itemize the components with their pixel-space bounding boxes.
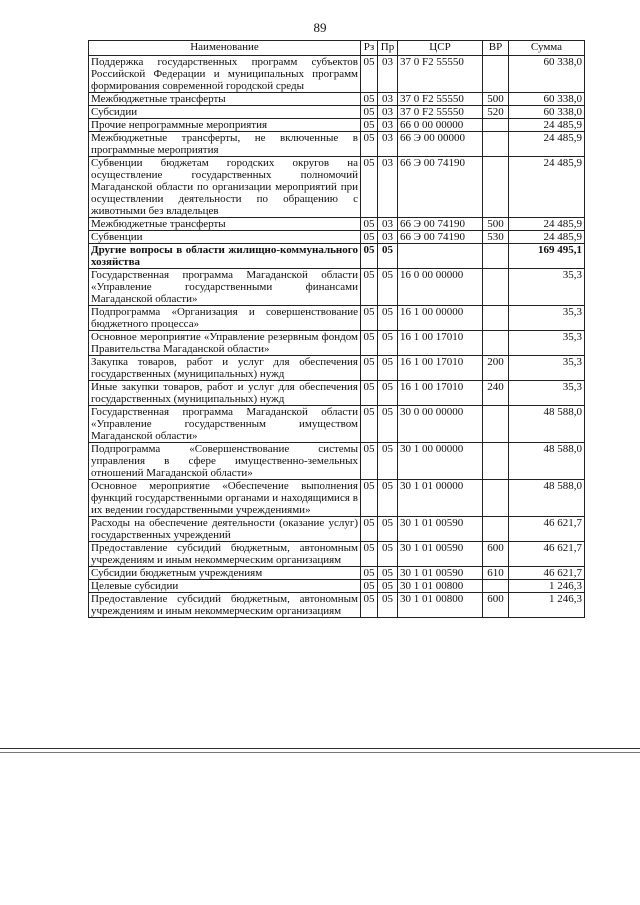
- cell-vr: 200: [483, 356, 509, 381]
- cell-sum: 24 485,9: [509, 157, 585, 218]
- page-number: 89: [313, 20, 327, 35]
- cell-vr: [483, 331, 509, 356]
- header-csr: ЦСР: [398, 41, 483, 56]
- cell-csr: 66 Э 00 74190: [398, 157, 483, 218]
- cell-vr: 500: [483, 218, 509, 231]
- cell-vr: 600: [483, 542, 509, 567]
- cell-vr: [483, 443, 509, 480]
- cell-name: Государственная программа Магаданской области «Управление государственными финансами Магаданской области»: [89, 269, 361, 306]
- cell-sum: 48 588,0: [509, 406, 585, 443]
- cell-pr: 05: [378, 406, 398, 443]
- cell-csr: 16 1 00 17010: [398, 356, 483, 381]
- cell-csr: 16 1 00 00000: [398, 306, 483, 331]
- table-row: [89, 93, 585, 106]
- cell-rz: 05: [361, 269, 378, 306]
- cell-csr: 37 0 F2 55550: [398, 106, 483, 119]
- cell-name: Другие вопросы в области жилищно-коммунального хозяйства: [89, 244, 361, 269]
- cell-vr: [483, 157, 509, 218]
- table-row: [89, 157, 585, 218]
- header-name: Наименование: [89, 41, 361, 56]
- cell-rz: 05: [361, 356, 378, 381]
- cell-sum: 60 338,0: [509, 56, 585, 93]
- header-rz: Рз: [361, 41, 378, 56]
- cell-csr: 66 Э 00 74190: [398, 231, 483, 244]
- cell-sum: 48 588,0: [509, 443, 585, 480]
- cell-csr: 37 0 F2 55550: [398, 93, 483, 106]
- cell-sum: 35,3: [509, 269, 585, 306]
- table-row: [89, 542, 585, 567]
- table-row: [89, 580, 585, 593]
- cell-sum: 1 246,3: [509, 593, 585, 618]
- cell-vr: [483, 132, 509, 157]
- table-row: [89, 356, 585, 381]
- cell-name: Субсидии: [89, 106, 361, 119]
- cell-pr: 05: [378, 269, 398, 306]
- cell-rz: 05: [361, 331, 378, 356]
- cell-sum: 46 621,7: [509, 542, 585, 567]
- table-body: [89, 56, 585, 618]
- header-pr: Пр: [378, 41, 398, 56]
- cell-csr: 30 1 01 00800: [398, 593, 483, 618]
- cell-rz: 05: [361, 218, 378, 231]
- cell-vr: 500: [483, 93, 509, 106]
- cell-sum: 24 485,9: [509, 231, 585, 244]
- cell-csr: 30 1 01 00800: [398, 580, 483, 593]
- cell-sum: 35,3: [509, 381, 585, 406]
- cell-pr: 05: [378, 306, 398, 331]
- cell-name: Межбюджетные трансферты: [89, 93, 361, 106]
- cell-csr: 30 1 01 00000: [398, 480, 483, 517]
- cell-pr: 03: [378, 106, 398, 119]
- cell-pr: 05: [378, 331, 398, 356]
- cell-pr: 05: [378, 517, 398, 542]
- cell-vr: [483, 580, 509, 593]
- cell-pr: 05: [378, 593, 398, 618]
- cell-rz: 05: [361, 443, 378, 480]
- cell-rz: 05: [361, 580, 378, 593]
- cell-csr: 16 0 00 00000: [398, 269, 483, 306]
- cell-name: Предоставление субсидий бюджетным, автономным учреждениям и иным некоммерческим организациям: [89, 593, 361, 618]
- cell-vr: [483, 56, 509, 93]
- bottom-divider-line: [0, 748, 640, 749]
- cell-sum: 35,3: [509, 356, 585, 381]
- cell-csr: 66 Э 00 00000: [398, 132, 483, 157]
- cell-csr: 30 1 01 00590: [398, 542, 483, 567]
- cell-sum: 24 485,9: [509, 218, 585, 231]
- cell-csr: 30 1 01 00590: [398, 517, 483, 542]
- cell-rz: 05: [361, 381, 378, 406]
- cell-sum: 35,3: [509, 331, 585, 356]
- cell-csr: 66 Э 00 74190: [398, 218, 483, 231]
- cell-rz: 05: [361, 567, 378, 580]
- cell-pr: 03: [378, 218, 398, 231]
- cell-rz: 05: [361, 56, 378, 93]
- table-row: [89, 306, 585, 331]
- cell-rz: 05: [361, 406, 378, 443]
- cell-name: Межбюджетные трансферты, не включенные в программные мероприятия: [89, 132, 361, 157]
- table-row: [89, 593, 585, 618]
- table-row: [89, 443, 585, 480]
- cell-sum: 24 485,9: [509, 119, 585, 132]
- cell-sum: 48 588,0: [509, 480, 585, 517]
- cell-name: Поддержка государственных программ субъектов Российской Федерации и муниципальных программ формирования современной городской среды: [89, 56, 361, 93]
- cell-sum: 35,3: [509, 306, 585, 331]
- table-row: [89, 480, 585, 517]
- cell-csr: 16 1 00 17010: [398, 381, 483, 406]
- cell-csr: [398, 244, 483, 269]
- cell-pr: 03: [378, 231, 398, 244]
- cell-rz: 05: [361, 106, 378, 119]
- cell-name: Подпрограмма «Организация и совершенствование бюджетного процесса»: [89, 306, 361, 331]
- cell-name: Основное мероприятие «Управление резервным фондом Правительства Магаданской области»: [89, 331, 361, 356]
- table-row: [89, 406, 585, 443]
- cell-csr: 66 0 00 00000: [398, 119, 483, 132]
- cell-sum: 1 246,3: [509, 580, 585, 593]
- cell-name: Прочие непрограммные мероприятия: [89, 119, 361, 132]
- table-row: [89, 331, 585, 356]
- table-row: [89, 218, 585, 231]
- cell-pr: 05: [378, 480, 398, 517]
- cell-vr: [483, 480, 509, 517]
- cell-name: Расходы на обеспечение деятельности (оказание услуг) государственных учреждений: [89, 517, 361, 542]
- cell-csr: 30 0 00 00000: [398, 406, 483, 443]
- table-row: [89, 517, 585, 542]
- cell-rz: 05: [361, 593, 378, 618]
- header-sum: Сумма: [509, 41, 585, 56]
- cell-sum: 60 338,0: [509, 93, 585, 106]
- table-header-row: [89, 41, 585, 56]
- cell-pr: 05: [378, 542, 398, 567]
- cell-vr: [483, 306, 509, 331]
- table-row: [89, 269, 585, 306]
- cell-vr: [483, 119, 509, 132]
- cell-vr: 240: [483, 381, 509, 406]
- cell-rz: 05: [361, 542, 378, 567]
- table-row: [89, 381, 585, 406]
- cell-name: Подпрограмма «Совершенствование системы управления в сфере имущественно-земельных отношений Магаданской области»: [89, 443, 361, 480]
- table-row: [89, 106, 585, 119]
- cell-vr: [483, 406, 509, 443]
- cell-rz: 05: [361, 119, 378, 132]
- cell-name: Межбюджетные трансферты: [89, 218, 361, 231]
- cell-name: Предоставление субсидий бюджетным, автономным учреждениям и иным некоммерческим организациям: [89, 542, 361, 567]
- cell-rz: 05: [361, 157, 378, 218]
- cell-sum: 46 621,7: [509, 517, 585, 542]
- cell-rz: 05: [361, 231, 378, 244]
- cell-name: Субвенции бюджетам городских округов на осуществление государственных полномочий Магаданской области по организации мероприятий при осуществлении деятельности по обращению с животными без владельцев: [89, 157, 361, 218]
- cell-name: Закупка товаров, работ и услуг для обеспечения государственных (муниципальных) нужд: [89, 356, 361, 381]
- cell-rz: 05: [361, 306, 378, 331]
- table-row: [89, 132, 585, 157]
- cell-pr: 03: [378, 132, 398, 157]
- cell-vr: [483, 517, 509, 542]
- cell-pr: 05: [378, 567, 398, 580]
- cell-name: Субсидии бюджетным учреждениям: [89, 567, 361, 580]
- cell-rz: 05: [361, 480, 378, 517]
- table-row: [89, 244, 585, 269]
- cell-name: Основное мероприятие «Обеспечение выполнения функций государственными органами и находящимися в их ведении государственными учреждениями»: [89, 480, 361, 517]
- cell-rz: 05: [361, 132, 378, 157]
- table-row: [89, 119, 585, 132]
- cell-name: Субвенции: [89, 231, 361, 244]
- cell-pr: 05: [378, 356, 398, 381]
- table-row: [89, 567, 585, 580]
- cell-pr: 05: [378, 580, 398, 593]
- cell-name: Государственная программа Магаданской области «Управление государственным имуществом Магаданской области»: [89, 406, 361, 443]
- cell-pr: 05: [378, 381, 398, 406]
- table-row: [89, 231, 585, 244]
- cell-vr: 600: [483, 593, 509, 618]
- cell-sum: 24 485,9: [509, 132, 585, 157]
- cell-pr: 03: [378, 56, 398, 93]
- cell-pr: 05: [378, 244, 398, 269]
- cell-pr: 03: [378, 119, 398, 132]
- cell-csr: 37 0 F2 55550: [398, 56, 483, 93]
- budget-table: [88, 40, 585, 618]
- cell-sum: 169 495,1: [509, 244, 585, 269]
- cell-vr: 520: [483, 106, 509, 119]
- header-vr: ВР: [483, 41, 509, 56]
- cell-rz: 05: [361, 93, 378, 106]
- cell-vr: [483, 269, 509, 306]
- cell-sum: 60 338,0: [509, 106, 585, 119]
- cell-vr: 530: [483, 231, 509, 244]
- cell-pr: 03: [378, 93, 398, 106]
- bottom-divider-line-secondary: [0, 752, 640, 753]
- cell-name: Иные закупки товаров, работ и услуг для обеспечения государственных (муниципальных) нужд: [89, 381, 361, 406]
- cell-pr: 05: [378, 443, 398, 480]
- cell-pr: 03: [378, 157, 398, 218]
- cell-sum: 46 621,7: [509, 567, 585, 580]
- cell-vr: 610: [483, 567, 509, 580]
- table-row: [89, 56, 585, 93]
- cell-csr: 30 1 00 00000: [398, 443, 483, 480]
- cell-vr: [483, 244, 509, 269]
- cell-csr: 30 1 01 00590: [398, 567, 483, 580]
- cell-rz: 05: [361, 244, 378, 269]
- cell-name: Целевые субсидии: [89, 580, 361, 593]
- cell-rz: 05: [361, 517, 378, 542]
- cell-csr: 16 1 00 17010: [398, 331, 483, 356]
